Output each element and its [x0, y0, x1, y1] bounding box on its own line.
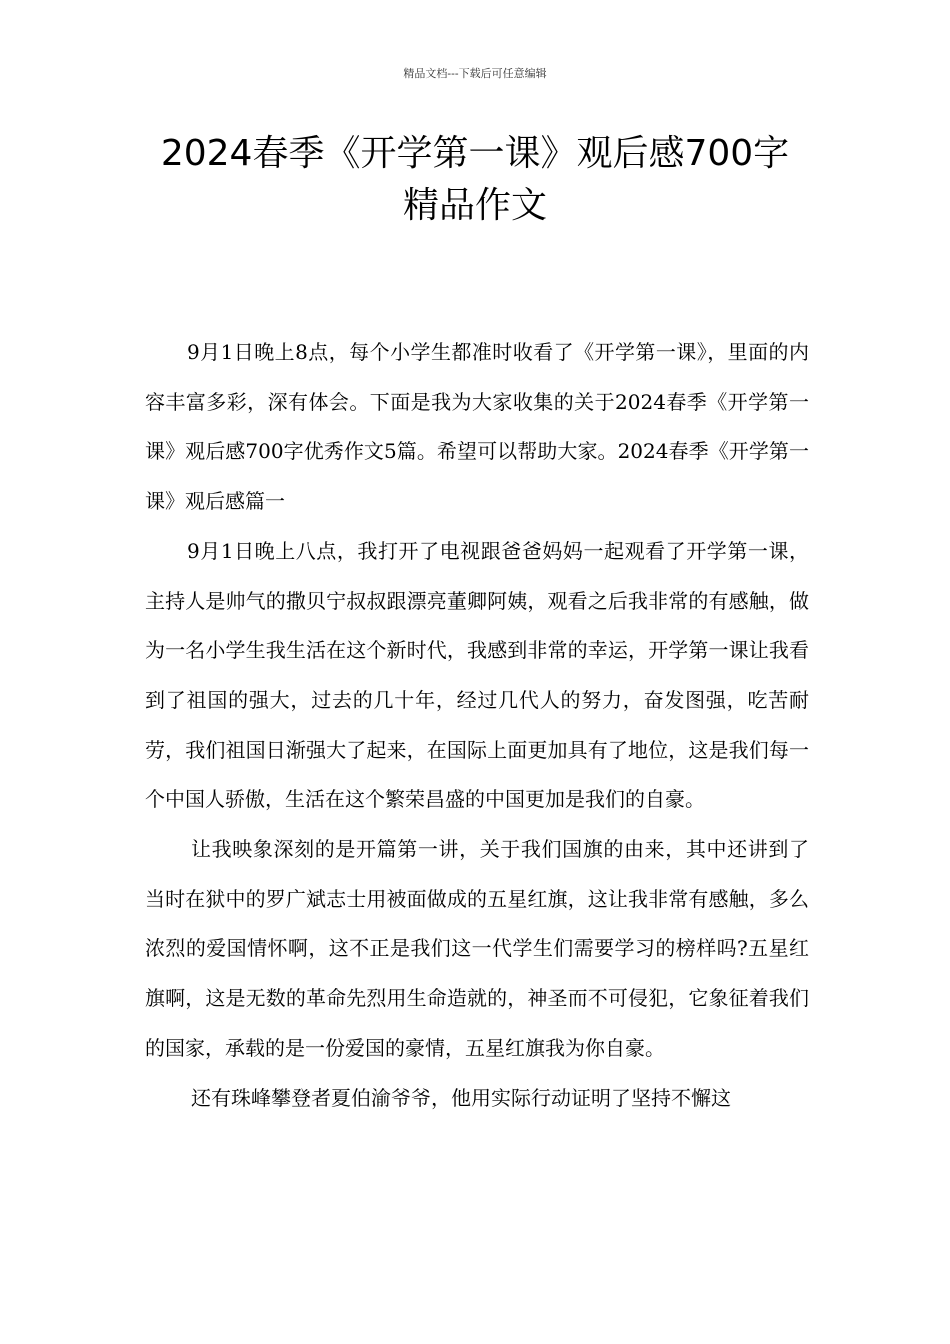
paragraph-4: 还有珠峰攀登者夏伯渝爷爷，他用实际行动证明了坚持不懈这 — [191, 1085, 731, 1110]
title-line-2: 精品作文 — [402, 185, 547, 226]
title-line-1: 2024春季《开学第一课》观后感700字 — [160, 133, 790, 174]
paragraph-2: 9月1日晚上八点，我打开了电视跟爸爸妈妈一起观看了开学第一课，主持人是帅气的撒贝宁叔叔跟漂亮董卿阿姨，观看之后我非常的有感触，做为一名小学生我生活在这个新时代，我感到非常的幸运，开学第一课让我看到了祖国的强大，过去的几十年，经过几代人的努力，奋发图强，吃苦耐劳，我们祖国日渐强大了起来，在国际上面更加具有了地位，这是我们每一个中国人骄傲，生活在这个繁荣昌盛的中国更加是我们的自豪。 — [145, 538, 809, 812]
paragraph-1: 9月1日晚上8点，每个小学生都准时收看了《开学第一课》，里面的内容丰富多彩，深有体会。下面是我为大家收集的关于2024春季《开学第一课》观后感700字优秀作文5篇。希望可以帮助大家。2024春季《开学第一课》观后感篇一 — [145, 340, 809, 514]
document-title — [110, 128, 840, 232]
header-note: 精品文档---下载后可任意编辑 — [403, 67, 547, 80]
document-body — [145, 328, 809, 1123]
paragraph-3: 让我映象深刻的是开篇第一讲，关于我们国旗的由来，其中还讲到了当时在狱中的罗广斌志士用被面做成的五星红旗，这让我非常有感触，多么浓烈的爱国情怀啊，这不正是我们这一代学生们需要学习的榜样吗?五星红旗啊，这是无数的革命先烈用生命造就的，神圣而不可侵犯，它象征着我们的国家，承载的是一份爱国的豪情，五星红旗我为你自豪。 — [145, 837, 809, 1060]
